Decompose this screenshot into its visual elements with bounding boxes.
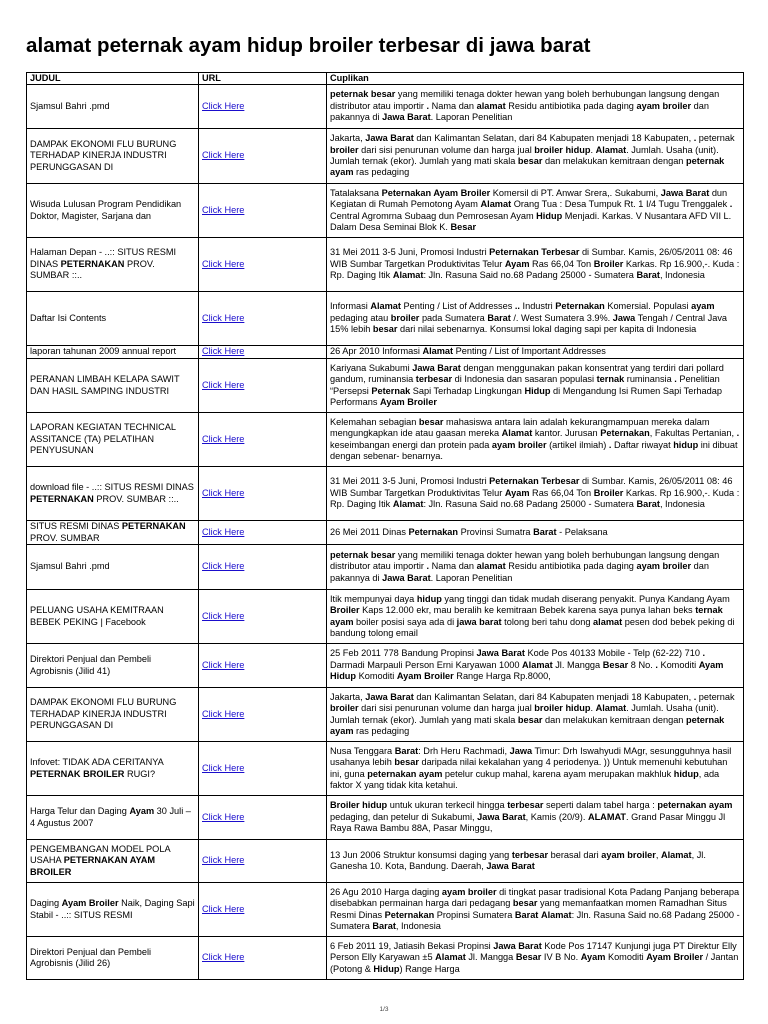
row-snippet: Kelemahan sebagian besar mahasiswa antara lain adalah kekurangmampuan mereka dalam mengungkapkan ide atau gaasan mereka Alamat kantor. Jurusan Peternakan, Fakultas Pertanian, . keseimbangan energi dan protein pada ayam broiler (artikel ilmiah) . Daftar riwayat hidup ini dibuat dengan sebenar- benarnya. <box>327 413 744 467</box>
row-url-cell <box>199 413 327 467</box>
row-snippet: 31 Mei 2011 3-5 Juni, Promosi Industri Peternakan Terbesar di Sumbar. Kamis, 26/05/2011 08: 46 WIB Sumbar Targetkan Produktivitas Telur Ayam Ras 66,04 Ton Broiler Karkas. Rp 16.900,-. Kuda : Rp. Daging Itik Alamat: Jln. Rasuna Said no.68 Padang 25000 - Sumatera Barat, Indonesia <box>327 238 744 292</box>
table-row <box>27 238 744 292</box>
table-row <box>27 467 744 521</box>
row-snippet: Broiler hidup untuk ukuran terkecil hingga terbesar seperti dalam tabel harga : peternakan ayam pedaging, dan petelur di Sukabumi, Jawa Barat, Kamis (20/9). ALAMAT. Grand Pasar Minggu Jl Raya Rawa Bambu 88A, Pasar Minggu, <box>327 796 744 840</box>
row-title: Direktori Penjual dan Pembeli Agrobisnis (Jilid 41) <box>27 644 199 688</box>
row-url-cell <box>199 129 327 184</box>
row-snippet: 6 Feb 2011 19, Jatiasih Bekasi Propinsi Jawa Barat Kode Pos 17147 Kunjungi juga PT Direktur Elly Person Elly Karyawan ±5 Alamat Jl. Mangga Besar IV B No. Ayam Komoditi Ayam Broiler / Jantan (Potong & Hidup) Range Harga <box>327 937 744 980</box>
click-here-link[interactable]: Click Here <box>202 379 245 390</box>
click-here-link[interactable]: Click Here <box>202 150 245 161</box>
click-here-link[interactable]: Click Here <box>202 561 245 572</box>
row-title: DAMPAK EKONOMI FLU BURUNG TERHADAP KINERJA INDUSTRI PERUNGGASAN DI <box>27 129 199 184</box>
table-row <box>27 292 744 346</box>
header-cuplikan: Cuplikan <box>327 73 744 85</box>
row-snippet: 31 Mei 2011 3-5 Juni, Promosi Industri Peternakan Terbesar di Sumbar. Kamis, 26/05/2011 08: 46 WIB Sumbar Targetkan Produktivitas Telur Ayam Ras 66,04 Ton Broiler Karkas. Rp 16.900,-. Kuda : Rp. Daging Itik Alamat: Jln. Rasuna Said no.68 Padang 25000 - Sumatera Barat, Indonesia <box>327 467 744 521</box>
row-url-cell <box>199 238 327 292</box>
results-table <box>26 72 744 980</box>
table-row <box>27 840 744 883</box>
row-title: Direktori Penjual dan Pembeli Agrobisnis (Jilid 26) <box>27 937 199 980</box>
row-title: Infovet: TIDAK ADA CERITANYA PETERNAK BROILER RUGI? <box>27 742 199 796</box>
row-title: Sjamsul Bahri .pmd <box>27 85 199 129</box>
row-snippet: peternak besar yang memiliki tenaga dokter hewan yang boleh berhubungan langsung dengan distributor atau importir . Nama dan alamat Residu antibiotika pada daging ayam broiler dan pakannya di Jawa Barat. Laporan Penelitian <box>327 85 744 129</box>
row-snippet: Jakarta, Jawa Barat dan Kalimantan Selatan, dari 84 Kabupaten menjadi 18 Kabupaten, . peternak broiler dari sisi penurunan volume dan harga jual broiler hidup. Alamat. Jumlah. Usaha (unit). Jumlah ternak (ekor). Jumlah yang mati skala besar dan melakukan kemitraan dengan peternak ayam ras pedaging <box>327 688 744 742</box>
row-title: Halaman Depan - ..:: SITUS RESMI DINAS PETERNAKAN PROV. SUMBAR ::.. <box>27 238 199 292</box>
table-body <box>27 85 744 980</box>
click-here-link[interactable]: Click Here <box>202 433 245 444</box>
row-snippet: 25 Feb 2011 778 Bandung Propinsi Jawa Barat Kode Pos 40133 Mobile - Telp (62-22) 710 . Darmadi Marpauli Person Erni Karyawan 1000 Alamat Jl. Mangga Besar 8 No. . Komoditi Ayam Hidup Komoditi Ayam Broiler Range Harga Rp.8000, <box>327 644 744 688</box>
row-url-cell <box>199 521 327 545</box>
table-row <box>27 85 744 129</box>
page-number: 1/3 <box>379 1006 389 1013</box>
row-url-cell <box>199 937 327 980</box>
click-here-link[interactable]: Click Here <box>202 855 245 866</box>
row-snippet: 26 Mei 2011 Dinas Peternakan Provinsi Sumatra Barat - Pelaksana <box>327 521 744 545</box>
row-title: DAMPAK EKONOMI FLU BURUNG TERHADAP KINERJA INDUSTRI PERUNGGASAN DI <box>27 688 199 742</box>
table-row <box>27 545 744 590</box>
row-snippet: Tatalaksana Peternakan Ayam Broiler Komersil di PT. Anwar Srera,. Sukabumi, Jawa Barat dun Kegiatan di Rumah Pemotong Ayam Alamat Orang Tua : Desa Tumpuk Rt. 1 I/4 Tugu Trenggalek . Central Agromrna Subaag dun Pemrosesan Ayam Hidup Menjadi. Karkas. V Nusantara AFD VII L. Dalam Desa Seminai Blok K. Besar <box>327 184 744 238</box>
click-here-link[interactable]: Click Here <box>202 487 245 498</box>
click-here-link[interactable]: Click Here <box>202 258 245 269</box>
row-title: SITUS RESMI DINAS PETERNAKAN PROV. SUMBAR <box>27 521 199 545</box>
row-snippet: Jakarta, Jawa Barat dan Kalimantan Selatan, dari 84 Kabupaten menjadi 18 Kabupaten, . peternak broiler dari sisi penurunan volume dan harga jual broiler hidup. Alamat. Jumlah. Usaha (unit). Jumlah ternak (ekor). Jumlah yang mati skala besar dan melakukan kemitraan dengan peternak ayam ras pedaging <box>327 129 744 184</box>
row-snippet: Kariyana Sukabumi Jawa Barat dengan menggunakan pakan konsentrat yang terdiri dari pollard gandum, ruminansia terbesar di Indonesia dan sasaran populasi ternak ruminansia . Penelitian “Persepsi Peternak Sapi Terhadap Lingkungan Hidup di Mengandung Isi Rumen Sapi Terhadap Performans Ayam Broiler <box>327 359 744 413</box>
row-url-cell <box>199 644 327 688</box>
row-title: Wisuda Lulusan Program Pendidikan Doktor, Magister, Sarjana dan <box>27 184 199 238</box>
click-here-link[interactable]: Click Here <box>202 708 245 719</box>
table-row <box>27 644 744 688</box>
row-url-cell <box>199 840 327 883</box>
click-here-link[interactable]: Click Here <box>202 903 245 914</box>
click-here-link[interactable]: Click Here <box>202 762 245 773</box>
table-row <box>27 796 744 840</box>
row-title: Daging Ayam Broiler Naik, Daging Sapi Stabil - ..:: SITUS RESMI <box>27 883 199 937</box>
row-snippet: Itik mempunyai daya hidup yang tinggi dan tidak mudah diserang penyakit. Punya Kandang Ayam Broiler Kaps 12.000 ekr, mau beralih ke kemitraan Bebek karena saya punya lahan beks ternak ayam boiler posisi saya ada di jawa barat tolong beri tahu dong alamat pesen dod bebek peking di bandung tolong email <box>327 590 744 644</box>
click-here-link[interactable]: Click Here <box>202 659 245 670</box>
row-title: PERANAN LIMBAH KELAPA SAWIT DAN HASIL SAMPING INDUSTRI <box>27 359 199 413</box>
row-snippet: Informasi Alamat Penting / List of Addresses .. Industri Peternakan Komersial. Populasi ayam pedaging atau broiler pada Sumatera Barat /. West Sumatera 3.9%. Jawa Tengah / Central Java 15% lebih besar dari nilai sebenarnya. Konsumsi lokal daging sapi per kapita di Indonesia <box>327 292 744 346</box>
row-url-cell <box>199 883 327 937</box>
row-title: download file - ..:: SITUS RESMI DINAS PETERNAKAN PROV. SUMBAR ::.. <box>27 467 199 521</box>
row-url-cell <box>199 590 327 644</box>
row-url-cell <box>199 292 327 346</box>
click-here-link[interactable]: Click Here <box>202 952 245 963</box>
table-row <box>27 937 744 980</box>
row-url-cell <box>199 545 327 590</box>
row-title: Daftar Isi Contents <box>27 292 199 346</box>
row-title: PELUANG USAHA KEMITRAAN BEBEK PEKING | Facebook <box>27 590 199 644</box>
row-snippet: 26 Apr 2010 Informasi Alamat Penting / List of Important Addresses <box>327 346 744 359</box>
table-row <box>27 742 744 796</box>
table-row <box>27 521 744 545</box>
click-here-link[interactable]: Click Here <box>202 312 245 323</box>
row-snippet: 26 Agu 2010 Harga daging ayam broiler di tingkat pasar tradisional Kota Padang Panjang beberapa disebabkan permainan harga dari pedagang besar yang memanfaatkan momen Ramadhan Situs Resmi Dinas Peternakan Propinsi Sumatera Barat Alamat: Jln. Rasuna Said no.68 Padang 25000 - Sumatera Barat, Indonesia <box>327 883 744 937</box>
header-url: URL <box>199 73 327 85</box>
row-title: PENGEMBANGAN MODEL POLA USAHA PETERNAKAN AYAM BROILER <box>27 840 199 883</box>
table-row <box>27 413 744 467</box>
row-url-cell <box>199 184 327 238</box>
table-row <box>27 688 744 742</box>
row-snippet: peternak besar yang memiliki tenaga dokter hewan yang boleh berhubungan langsung dengan distributor atau importir . Nama dan alamat Residu antibiotika pada daging ayam broiler dan pakannya di Jawa Barat. Laporan Penelitian <box>327 545 744 590</box>
click-here-link[interactable]: Click Here <box>202 526 245 537</box>
row-url-cell <box>199 796 327 840</box>
click-here-link[interactable]: Click Here <box>202 204 245 215</box>
row-title: laporan tahunan 2009 annual report <box>27 346 199 359</box>
page-title: alamat peternak ayam hidup broiler terbesar di jawa barat <box>26 34 591 57</box>
table-row <box>27 346 744 359</box>
table-row <box>27 883 744 937</box>
table-row <box>27 359 744 413</box>
row-title: Sjamsul Bahri .pmd <box>27 545 199 590</box>
click-here-link[interactable]: Click Here <box>202 811 245 822</box>
row-title: Harga Telur dan Daging Ayam 30 Juli – 4 Agustus 2007 <box>27 796 199 840</box>
row-url-cell <box>199 742 327 796</box>
header-judul: JUDUL <box>27 73 199 85</box>
click-here-link[interactable]: Click Here <box>202 100 245 111</box>
row-url-cell <box>199 467 327 521</box>
click-here-link[interactable]: Click Here <box>202 346 245 357</box>
table-row <box>27 184 744 238</box>
table-row <box>27 129 744 184</box>
table-header-row <box>27 73 744 85</box>
click-here-link[interactable]: Click Here <box>202 610 245 621</box>
row-url-cell <box>199 85 327 129</box>
row-snippet: Nusa Tenggara Barat: Drh Heru Rachmadi, Jawa Timur: Drh Iswahyudi MAgr, sesungguhnya hasil usahanya lebih besar daripada nilai kekalahan yang 4 periodenya. )) Untuk memenuhi kebutuhan ini, guna peternakan ayam petelur cukup mahal, karena ayam merupakan makhluk hidup, ada faktor X yang tidak kita ketahui. <box>327 742 744 796</box>
row-snippet: 13 Jun 2006 Struktur konsumsi daging yang terbesar berasal dari ayam broiler, Alamat, Jl. Ganesha 10. Kota, Bandung. Daerah, Jawa Barat <box>327 840 744 883</box>
row-title: LAPORAN KEGIATAN TECHNICAL ASSITANCE (TA) PELATIHAN PENYUSUNAN <box>27 413 199 467</box>
row-url-cell <box>199 346 327 359</box>
row-url-cell <box>199 688 327 742</box>
row-url-cell <box>199 359 327 413</box>
table-row <box>27 590 744 644</box>
